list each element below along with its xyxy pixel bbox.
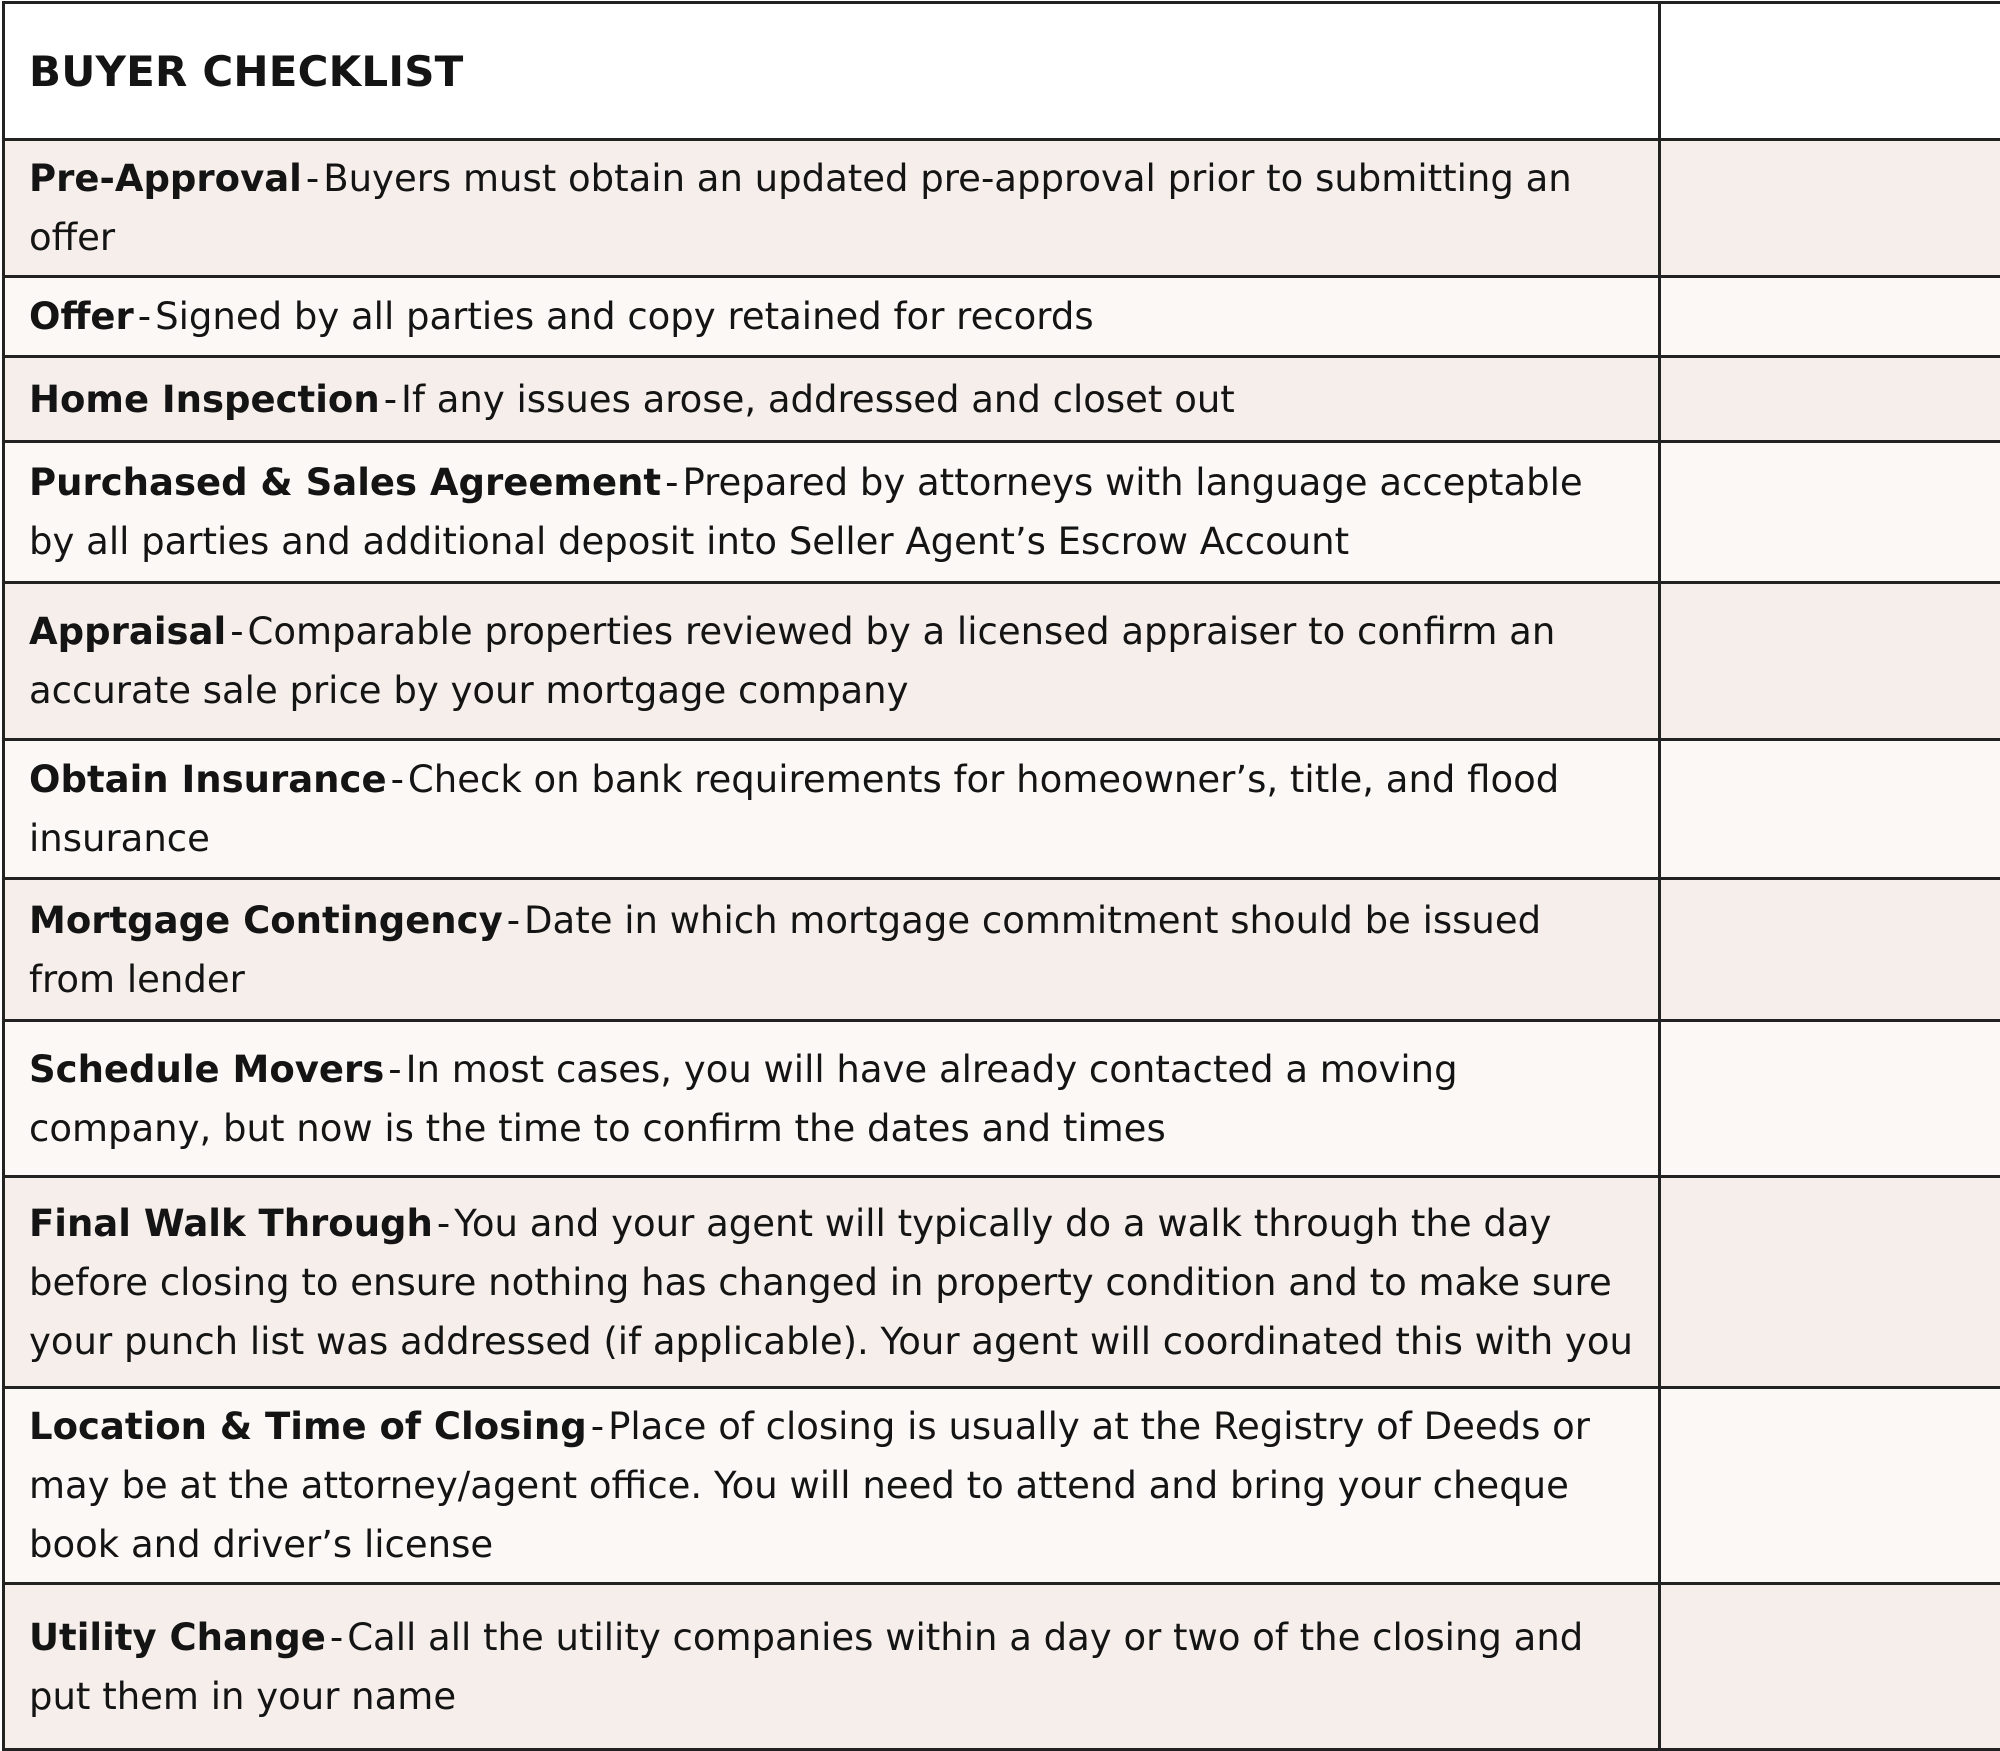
check-cell[interactable]: [1660, 1021, 2000, 1177]
checklist-item: [4, 442, 1660, 583]
item-separator: -: [433, 1202, 454, 1245]
checklist-row-mortgage-contingency: [4, 879, 2000, 1021]
checklist-item: [4, 1021, 1660, 1177]
item-term: Schedule Movers: [29, 1048, 384, 1091]
checklist-row-purchase-sales-agreement: [4, 442, 2000, 583]
item-separator: -: [380, 378, 401, 421]
checklist-row-location-time-closing: [4, 1388, 2000, 1584]
item-term: Mortgage Contingency: [29, 899, 503, 942]
item-separator: -: [384, 1048, 405, 1091]
checklist-title: BUYER CHECKLIST: [4, 3, 1660, 140]
check-cell[interactable]: [1660, 1177, 2000, 1388]
item-separator: -: [326, 1616, 347, 1659]
item-description: Buyers must obtain an updated pre-approval prior to submitting an offer: [29, 157, 1572, 259]
item-description: If any issues arose, addressed and closet out: [401, 378, 1235, 421]
check-cell[interactable]: [1660, 277, 2000, 357]
item-term: Obtain Insurance: [29, 758, 387, 801]
item-separator: -: [387, 758, 408, 801]
check-cell[interactable]: [1660, 879, 2000, 1021]
item-term: Pre-Approval: [29, 157, 302, 200]
checklist-item: [4, 740, 1660, 879]
item-term: Final Walk Through: [29, 1202, 433, 1245]
checklist-item: [4, 1388, 1660, 1584]
checklist-header-check-cell: [1660, 3, 2000, 140]
item-separator: -: [302, 157, 323, 200]
checklist-row-offer: [4, 277, 2000, 357]
item-term: Utility Change: [29, 1616, 326, 1659]
item-term: Appraisal: [29, 610, 226, 653]
item-description: Place of closing is usually at the Registry of Deeds or may be at the attorney/agent office. You will need to attend and bring your cheque book and driver’s license: [29, 1405, 1590, 1566]
item-separator: -: [587, 1405, 608, 1448]
checklist-item: [4, 357, 1660, 442]
item-description: Check on bank requirements for homeowner’s, title, and flood insurance: [29, 758, 1559, 860]
item-description: Signed by all parties and copy retained for records: [155, 295, 1094, 338]
item-description: You and your agent will typically do a walk through the day before closing to ensure nothing has changed in property condition and to make sure your punch list was addressed (if applicable). Your agent will coordinated this with you: [29, 1202, 1633, 1363]
checklist-item: [4, 1177, 1660, 1388]
check-cell[interactable]: [1660, 357, 2000, 442]
checklist-item: [4, 140, 1660, 277]
item-description: Date in which mortgage commitment should be issued from lender: [29, 899, 1541, 1001]
check-cell[interactable]: [1660, 583, 2000, 740]
checklist-row-final-walk-through: [4, 1177, 2000, 1388]
item-term: Offer: [29, 295, 134, 338]
check-cell[interactable]: [1660, 740, 2000, 879]
checklist-row-schedule-movers: [4, 1021, 2000, 1177]
checklist-row-pre-approval: [4, 140, 2000, 277]
checklist-row-utility-change: [4, 1584, 2000, 1750]
item-separator: -: [661, 461, 682, 504]
check-cell[interactable]: [1660, 1388, 2000, 1584]
check-cell[interactable]: [1660, 1584, 2000, 1750]
buyer-checklist-table: [2, 1, 2000, 1751]
item-separator: -: [134, 295, 155, 338]
checklist-item: [4, 277, 1660, 357]
check-cell[interactable]: [1660, 140, 2000, 277]
item-description: Prepared by attorneys with language acceptable by all parties and additional deposit into Seller Agent’s Escrow Account: [29, 461, 1583, 563]
checklist-header-row: [4, 3, 2000, 140]
item-description: In most cases, you will have already contacted a moving company, but now is the time to confirm the dates and times: [29, 1048, 1458, 1150]
item-separator: -: [503, 899, 524, 942]
checklist-item: [4, 583, 1660, 740]
check-cell[interactable]: [1660, 442, 2000, 583]
item-description: Comparable properties reviewed by a licensed appraiser to confirm an accurate sale price by your mortgage company: [29, 610, 1555, 712]
checklist-item: [4, 1584, 1660, 1750]
item-separator: -: [226, 610, 247, 653]
item-term: Purchased & Sales Agreement: [29, 461, 661, 504]
item-term: Location & Time of Closing: [29, 1405, 587, 1448]
checklist-row-obtain-insurance: [4, 740, 2000, 879]
item-term: Home Inspection: [29, 378, 380, 421]
checklist-item: [4, 879, 1660, 1021]
item-description: Call all the utility companies within a day or two of the closing and put them in your name: [29, 1616, 1583, 1718]
checklist-row-appraisal: [4, 583, 2000, 740]
checklist-row-home-inspection: [4, 357, 2000, 442]
